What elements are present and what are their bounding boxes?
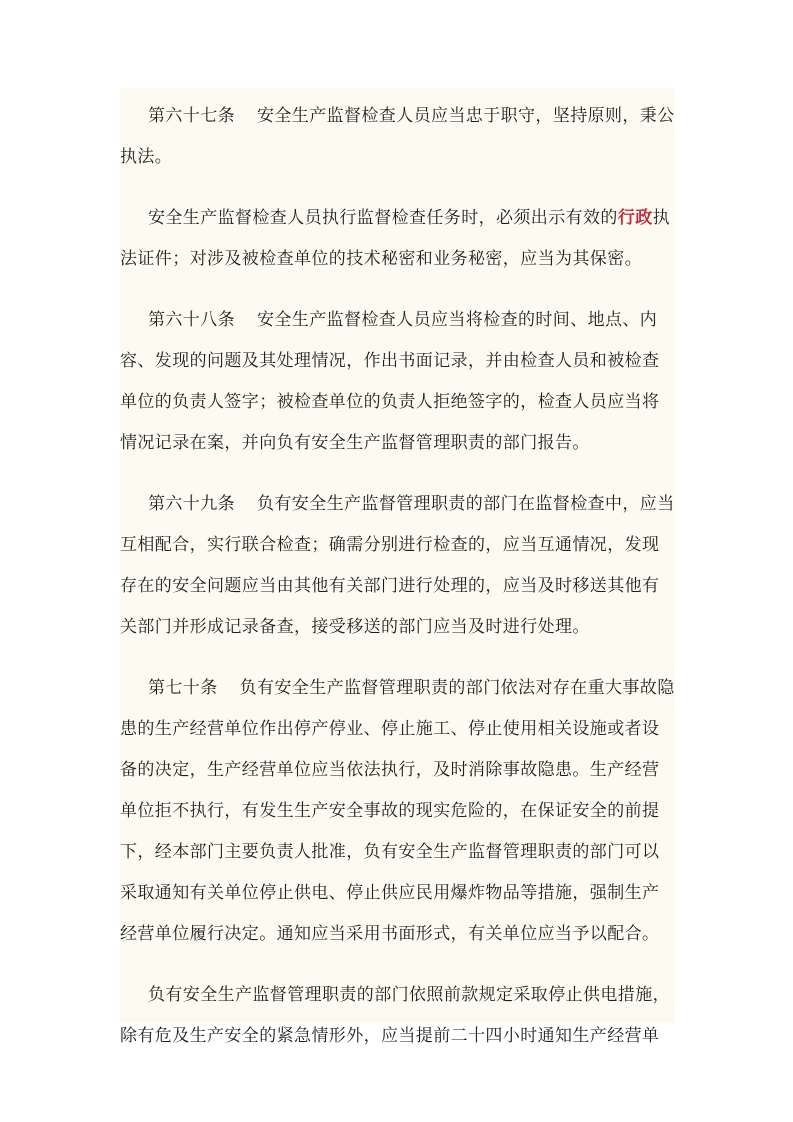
article-67-paragraph (120, 88, 675, 178)
paragraph-text: 负有安全生产监督管理职责的部门依照前款规定采取停止供电措施，除有危及生产安全的紧急情形外，应当提前二十四小时通知生产经营单 (120, 985, 670, 1046)
paragraph-text-before: 安全生产监督检查人员执行监督检查任务时，必须出示有效的 (148, 208, 618, 228)
article-69-paragraph (120, 484, 675, 648)
article-number: 第七十条 (148, 678, 218, 698)
highlighted-term: 行政 (617, 208, 653, 228)
article-text: 安全生产监督检查人员应当将检查的时间、地点、内容、发现的问题及其处理情况，作出书面记录，并由检查人员和被检查单位的负责人签字；被检查单位的负责人拒绝签字的，检查人员应当将情况记录在案，并向负有安全生产监督管理职责的部门报告。 (120, 310, 660, 453)
article-68-paragraph (120, 300, 675, 464)
article-text: 安全生产监督检查人员应当忠于职守，坚持原则，秉公执法。 (120, 106, 675, 167)
document-body (120, 88, 675, 1046)
article-number: 第六十八条 (148, 310, 235, 330)
article-text: 负有安全生产监督管理职责的部门在监督检查中，应当互相配合，实行联合检查；确需分别进行检查的，应当互通情况，发现存在的安全问题应当由其他有关部门进行处理的，应当及时移送其他有关部门并形成记录备查，接受移送的部门应当及时进行处理。 (120, 494, 675, 637)
article-number: 第六十九条 (148, 494, 235, 514)
article-text: 负有安全生产监督管理职责的部门依法对存在重大事故隐患的生产经营单位作出停产停业、停止施工、停止使用相关设施或者设备的决定，生产经营单位应当依法执行，及时消除事故隐患。生产经营单位拒不执行，有发生生产安全事故的现实危险的，在保证安全的前提下，经本部门主要负责人批准，负有安全生产监督管理职责的部门可以采取通知有关单位停止供电、停止供应民用爆炸物品等措施，强制生产经营单位履行决定。通知应当采用书面形式，有关单位应当予以配合。 (120, 678, 675, 944)
paragraph-text-after: 执法证件；对涉及被检查单位的技术秘密和业务秘密，应当为其保密。 (120, 208, 671, 269)
article-67-paragraph-2 (120, 198, 675, 280)
article-number: 第六十七条 (148, 106, 235, 126)
article-70-paragraph (120, 668, 675, 955)
article-70-paragraph-2 (120, 975, 675, 1057)
